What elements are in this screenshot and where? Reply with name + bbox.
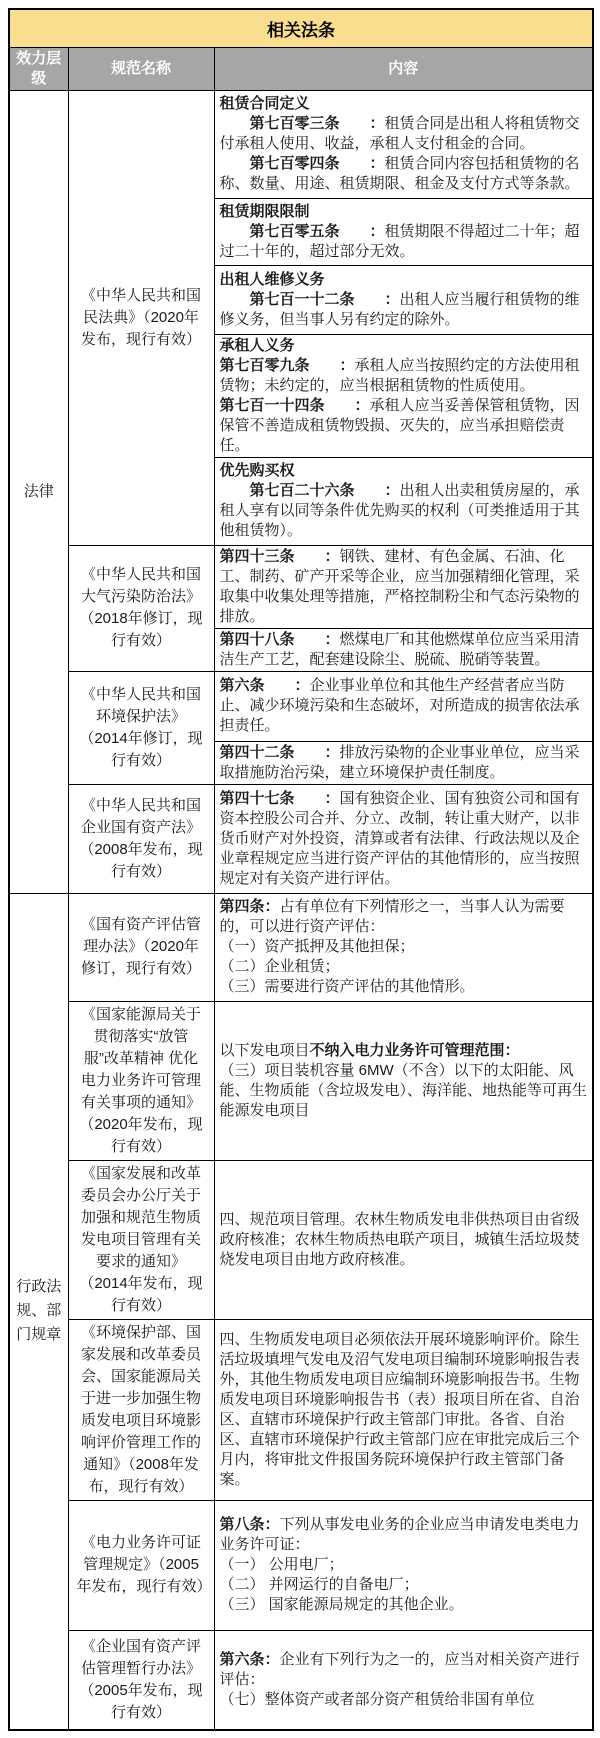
bold-text-run: 第六条：	[219, 1650, 280, 1668]
bold-text-run: 第六条 ：	[219, 677, 310, 694]
bold-text-run: 第四十七条 ：	[219, 789, 340, 807]
table-row	[9, 893, 593, 1001]
content-cell	[214, 741, 593, 784]
bold-text-run: 优先购买权	[219, 462, 295, 479]
column-header-row	[9, 47, 593, 90]
regulation-name-cell: 《企业国有资产评估管理暂行办法》（2005年发布，现行有效）	[68, 1630, 214, 1730]
regulation-name-cell: 《环境保护部、国家发展和改革委员会、国家能源局关于进一步加强生物质发电项目环境影响评价管理工作的通知》（2008年发布，现行有效）	[68, 1319, 214, 1500]
text-run: 承租人应当妥善保管租赁物，因保管不善造成租赁物毁损、灭失的，应当承担赔偿责任。	[219, 396, 580, 454]
text-run: （二） 并网运行的自备电厂；	[219, 1576, 419, 1593]
paragraph	[220, 743, 588, 783]
text-run: 出租人应当履行租赁物的维修义务，但当事人另有约定的除外。	[219, 290, 580, 328]
paragraph	[220, 481, 588, 541]
paragraph	[220, 154, 588, 194]
paragraph	[220, 270, 588, 290]
bold-text-run: 不纳入电力业务许可管理范围：	[309, 1041, 520, 1059]
paragraph	[220, 222, 588, 262]
column-header-content: 内容	[214, 47, 593, 90]
paragraph	[220, 630, 588, 670]
text-run: （七）整体资产或者部分资产租赁给非国有单位	[219, 1690, 535, 1708]
column-header-effect-level: 效力层级	[9, 47, 68, 90]
text-run: （一） 公用电厂；	[219, 1556, 344, 1573]
regulation-name-cell: 《中华人民共和国环境保护法》（2014年修订，现行有效）	[68, 671, 214, 784]
text-run: （二）企业租赁；	[219, 958, 340, 975]
content-cell	[214, 334, 593, 457]
column-header-regulation-name: 规范名称	[68, 47, 214, 90]
content-cell	[214, 1160, 593, 1319]
paragraph	[220, 676, 588, 736]
regulation-name-cell: 《电力业务许可证管理规定》（2005年发布，现行有效）	[68, 1500, 214, 1630]
text-run: 出租人出卖租赁房屋的，承租人享有以同等条件优先购买的权利（可类推适用于其他租赁物）。	[219, 482, 580, 539]
bold-text-run: 租赁合同定义	[219, 95, 310, 112]
bold-text-run: 第七百零五条 ：	[249, 222, 385, 240]
text-run: 钢铁、建材、有色金属、石油、化工、制药、矿产开采等企业，应当加强精细化管理，采取集中收集处理等措施，严格控制粉尘和气态污染物的排放。	[219, 547, 580, 625]
text-run: （一）资产抵押及其他担保；	[219, 938, 415, 955]
bold-text-run: 第七百零九条 ：	[219, 356, 355, 374]
table-row	[9, 545, 593, 628]
paragraph	[220, 1555, 588, 1575]
bold-text-run: 第七百零四条 ：	[249, 155, 385, 172]
paragraph	[220, 202, 588, 222]
paragraph	[220, 977, 588, 997]
content-cell	[214, 1500, 593, 1630]
paragraph	[220, 1210, 588, 1270]
paragraph	[220, 1690, 588, 1710]
effect-level-cell-law: 法律	[9, 90, 68, 893]
bold-text-run: 第四条：	[219, 898, 280, 915]
content-cell	[214, 90, 593, 198]
bold-text-run: 第四十八条 ：	[219, 630, 340, 648]
paragraph	[220, 1595, 588, 1615]
paragraph	[220, 356, 588, 396]
text-run: 国有独资企业、国有独资公司和国有资本控股公司合并、分立、改制，转让重大财产，以非货币财产对外投资，清算或者有法律、行政法规以及企业章程规定应当进行资产评估的其他情形的，应当按照规定对有关资产进行评估。	[219, 789, 580, 887]
text-run: 承租人应当按照约定的方法使用租赁物；未约定的，应当根据租赁物的性质使用。	[219, 356, 580, 394]
table-row	[9, 1319, 593, 1500]
text-run: 租赁期限不得超过二十年；超过二十年的，超过部分无效。	[219, 222, 580, 260]
text-run: 燃煤电厂和其他燃煤单位应当采用清洁生产工艺，配套建设除尘、脱硫、脱硝等装置。	[219, 630, 580, 668]
paragraph	[220, 957, 588, 977]
content-cell	[214, 1319, 593, 1500]
table-title: 相关法条	[9, 9, 593, 47]
paragraph	[220, 114, 588, 154]
text-run: 以下发电项目	[219, 1041, 310, 1059]
paragraph	[220, 94, 588, 114]
content-cell	[214, 784, 593, 893]
text-run: 占有单位有下列情形之一，当事人认为需要的，可以进行资产评估：	[219, 898, 565, 935]
bold-text-run: 第七百一十二条 ：	[249, 290, 400, 308]
paragraph	[220, 937, 588, 957]
paragraph	[220, 336, 588, 356]
paragraph	[220, 1575, 588, 1595]
table-row	[9, 671, 593, 741]
bold-text-run: 租赁期限限制	[219, 202, 310, 220]
paragraph	[220, 1330, 588, 1490]
bold-text-run: 第四十二条 ：	[219, 743, 340, 761]
text-run: 下列从事发电业务的企业应当申请发电类电力业务许可证：	[219, 1516, 580, 1553]
table-row	[9, 1001, 593, 1160]
text-run: 企业事业单位和其他生产经营者应当防止、减少环境污染和生态破坏，对所造成的损害依法承担责任。	[219, 677, 580, 734]
text-run: （三）需要进行资产评估的其他情形。	[219, 978, 475, 995]
table-body	[9, 90, 593, 1730]
text-run: 四、规范项目管理。农林生物质发电非供热项目由省级政府核准；农林生物质热电联产项目，城镇生活垃圾焚烧发电项目由地方政府核准。	[219, 1210, 580, 1268]
paragraph	[220, 897, 588, 937]
content-cell	[214, 457, 593, 545]
table-row	[9, 1500, 593, 1630]
paragraph	[220, 1061, 588, 1121]
bold-text-run: 第四十三条 ：	[219, 547, 340, 565]
paragraph	[220, 1041, 588, 1061]
table-row	[9, 1630, 593, 1730]
content-cell	[214, 545, 593, 628]
effect-level-cell-admin-regulations: 行政法规、部门规章	[9, 893, 68, 1730]
text-run: 排放污染物的企业事业单位，应当采取措施防治污染，建立环境保护责任制度。	[219, 743, 580, 781]
regulation-name-cell: 《中华人民共和国民法典》（2020年发布，现行有效）	[68, 90, 214, 545]
paragraph	[220, 1515, 588, 1555]
text-run: 租赁合同内容包括租赁物的名称、数量、用途、租赁期限、租金及支付方式等条款。	[219, 155, 580, 192]
content-cell	[214, 198, 593, 265]
content-cell	[214, 1001, 593, 1160]
regulation-name-cell: 《国有资产评估管理办法》（2020年修订，现行有效）	[68, 893, 214, 1001]
bold-text-run: 第七百零三条 ：	[249, 115, 385, 132]
text-run: 企业有下列行为之一的，应当对相关资产进行评估：	[219, 1650, 580, 1688]
legal-provisions-table	[8, 8, 594, 1731]
regulation-name-cell: 《中华人民共和国企业国有资产法》（2008年发布，现行有效）	[68, 784, 214, 893]
regulation-name-cell: 《国家发展和改革委员会办公厅关于加强和规范生物质发电项目管理有关要求的通知》（2014年发布，现行有效）	[68, 1160, 214, 1319]
text-run: （三） 国家能源局规定的其他企业。	[219, 1596, 464, 1613]
table-row	[9, 90, 593, 198]
bold-text-run: 承租人义务	[219, 336, 295, 354]
bold-text-run: 第八条：	[219, 1516, 280, 1533]
text-run: （三）项目装机容量 6MW（不含）以下的太阳能、风能、生物质能（含垃圾发电）、海洋能、地热能等可再生能源发电项目	[219, 1061, 588, 1119]
regulation-name-cell: 《中华人民共和国大气污染防治法》（2018年修订，现行有效）	[68, 545, 214, 671]
content-cell	[214, 1630, 593, 1730]
regulation-name-cell: 《国家能源局关于贯彻落实“放管服”改革精神 优化电力业务许可管理有关事项的通知》（2020年发布，现行有效）	[68, 1001, 214, 1160]
content-cell	[214, 893, 593, 1001]
paragraph	[220, 789, 588, 889]
bold-text-run: 出租人维修义务	[219, 270, 325, 288]
paragraph	[220, 290, 588, 330]
table-row	[9, 784, 593, 893]
content-cell	[214, 628, 593, 671]
table-row	[9, 1160, 593, 1319]
paragraph	[220, 547, 588, 627]
content-cell	[214, 671, 593, 741]
text-run: 四、生物质发电项目必须依法开展环境影响评价。除生活垃圾填埋气发电及沼气发电项目编制环境影响报告表外，其他生物质发电项目应编制环境影响报告书。生物质发电项目环境影响报告书（表）报项目所在省、自治区、直辖市环境保护行政主管部门审批。各省、自治区、直辖市环境保护行政主管部门应在审批完成后三个月内，将审批文件报国务院环境保护行政主管部门备案。	[219, 1330, 580, 1488]
paragraph	[220, 396, 588, 456]
content-cell	[214, 265, 593, 334]
text-run: 租赁合同是出租人将租赁物交付承租人使用、收益，承租人支付租金的合同。	[219, 115, 580, 152]
paragraph	[220, 1650, 588, 1690]
bold-text-run: 第七百二十六条 ：	[249, 482, 400, 499]
title-row	[9, 9, 593, 47]
bold-text-run: 第七百一十四条 ：	[219, 396, 370, 414]
paragraph	[220, 461, 588, 481]
